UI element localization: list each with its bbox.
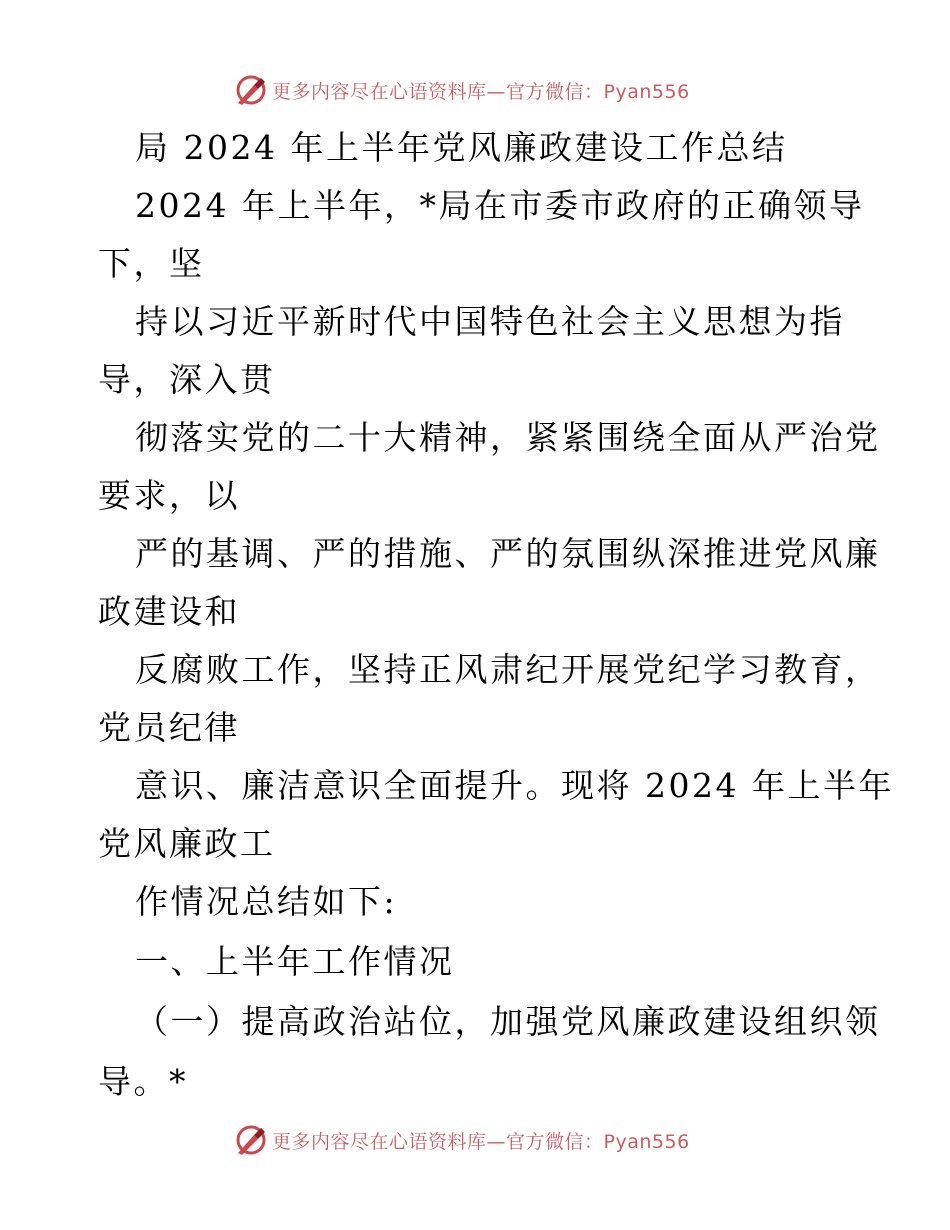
- body-line: 彻落实党的二十大精神，紧紧围绕全面从严治党: [135, 418, 881, 457]
- body-line: 政建设和: [98, 592, 240, 631]
- body-line: 反腐败工作，坚持正风肃纪开展党纪学习教育，: [135, 650, 881, 689]
- body-line: 下，坚: [98, 244, 205, 283]
- section-heading: 一、上半年工作情况: [135, 942, 455, 981]
- pen-logo-icon: [234, 1123, 268, 1157]
- watermark-text: 更多内容尽在心语资料库—官方微信：Pyan556: [272, 1130, 690, 1153]
- body-line: 导，深入贯: [98, 360, 276, 399]
- watermark-text: 更多内容尽在心语资料库—官方微信：Pyan556: [272, 80, 690, 103]
- watermark-banner-bottom: [234, 1122, 690, 1158]
- subsection-heading: （一）提高政治站位，加强党风廉政建设组织领: [135, 1002, 881, 1041]
- watermark-banner-top: [234, 72, 690, 108]
- body-line: 要求，以: [98, 476, 240, 515]
- body-line: 意识、廉洁意识全面提升。现将 2024 年上半年: [135, 766, 894, 805]
- body-line: 导。*: [98, 1062, 188, 1101]
- body-line: 持以习近平新时代中国特色社会主义思想为指: [135, 302, 845, 341]
- document-title: 局 2024 年上半年党风廉政建设工作总结: [135, 128, 788, 167]
- pen-logo-icon: [234, 73, 268, 107]
- body-line: 2024 年上半年，*局在市委市政府的正确领导: [135, 186, 865, 225]
- body-line: 严的基调、严的措施、严的氛围纵深推进党风廉: [135, 534, 881, 573]
- body-line: 作情况总结如下:: [135, 882, 398, 921]
- body-line: 党员纪律: [98, 708, 240, 747]
- body-line: 党风廉政工: [98, 824, 276, 863]
